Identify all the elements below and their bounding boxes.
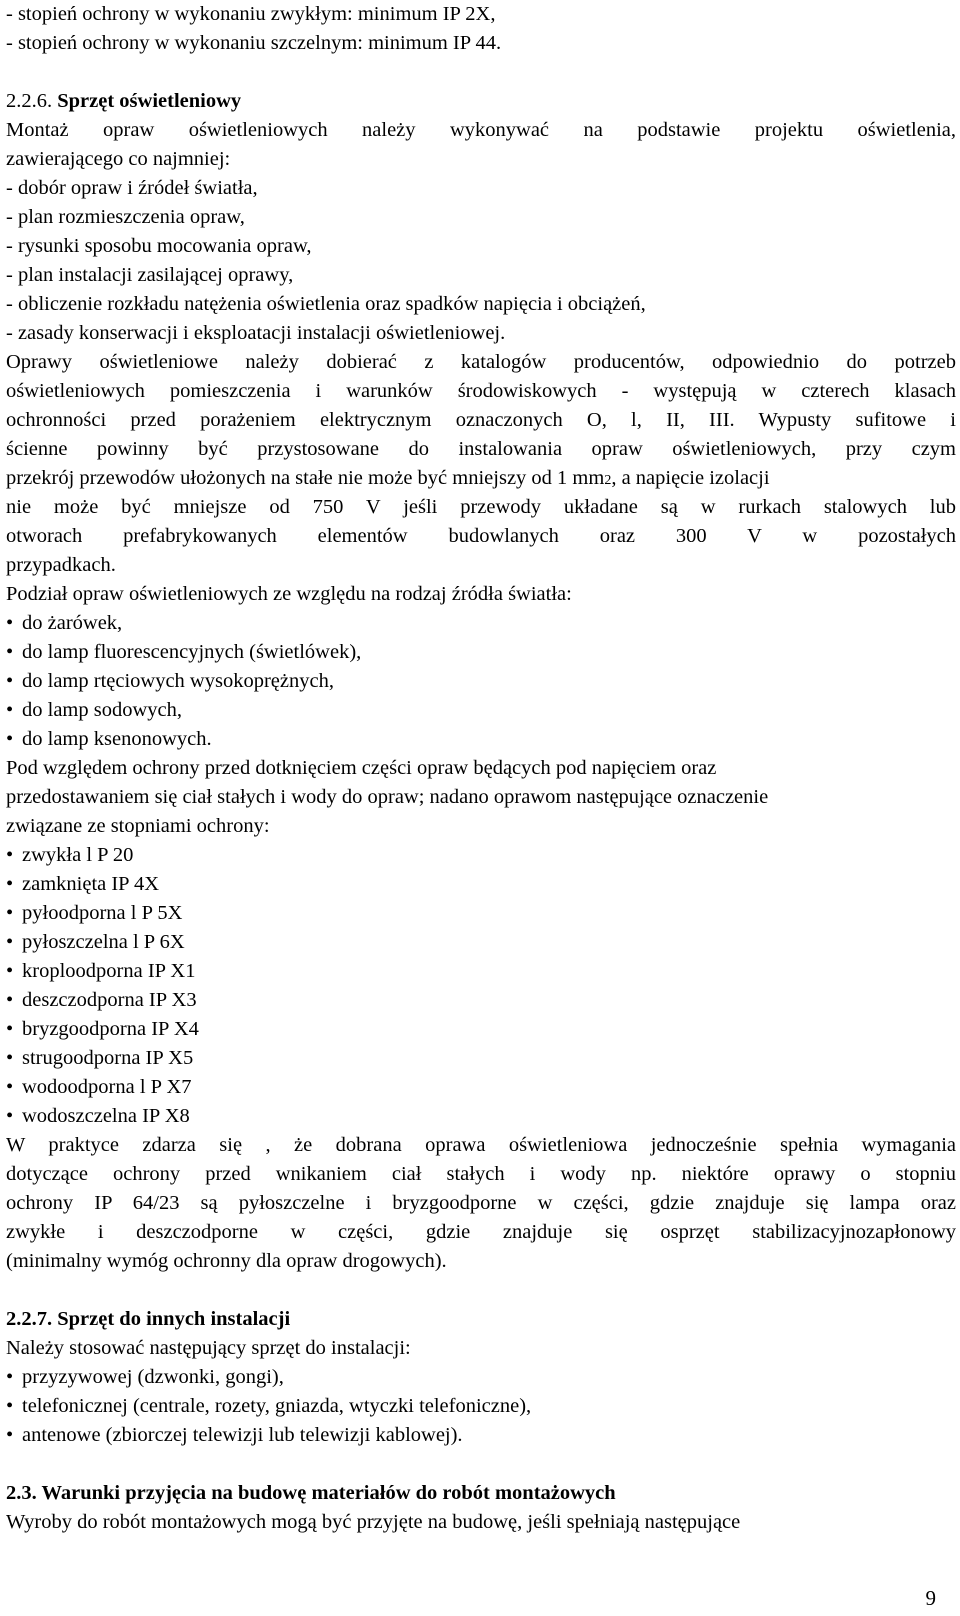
spacer bbox=[6, 1276, 956, 1305]
spacer bbox=[6, 1450, 956, 1479]
para1-line-2: zawierającego co najmniej: bbox=[6, 148, 231, 170]
bullet-icon: • bbox=[6, 1076, 14, 1098]
list-item bbox=[6, 957, 956, 986]
page-number: 9 bbox=[925, 1586, 936, 1610]
section-226-heading bbox=[6, 87, 956, 116]
list-item-text: pyłoodporna l P 5X bbox=[22, 902, 183, 924]
list-item bbox=[6, 1421, 956, 1450]
list-item bbox=[6, 1073, 956, 1102]
bullet-icon: • bbox=[6, 1424, 14, 1446]
para2-line-5 bbox=[6, 464, 956, 493]
bullet-icon: • bbox=[6, 960, 14, 982]
para2-mm-superscript: 2 bbox=[604, 473, 612, 488]
para2-line-3: ochronności przed porażeniem elektrycznym oznaczonych O, l, II, III. Wypusty sufitowe i bbox=[6, 409, 956, 431]
other-equipment-list bbox=[6, 1363, 956, 1450]
spacer bbox=[6, 58, 956, 87]
bullet-icon: • bbox=[6, 670, 14, 692]
para1-line-4: - plan rozmieszczenia opraw, bbox=[6, 206, 245, 228]
bullet-icon: • bbox=[6, 873, 14, 895]
para5-line-5: (minimalny wymóg ochronny dla opraw drogowych). bbox=[6, 1250, 447, 1272]
para5-line-4: zwykłe i deszczodporne w części, gdzie znajduje się osprzęt stabilizacyjnozapłonowy bbox=[6, 1221, 956, 1243]
list-item-text: bryzgoodporna IP X4 bbox=[22, 1018, 199, 1040]
bullet-icon: • bbox=[6, 612, 14, 634]
list-item bbox=[6, 986, 956, 1015]
list-item-text: wodoodporna l P X7 bbox=[22, 1076, 192, 1098]
list-item bbox=[6, 609, 956, 638]
list-item bbox=[6, 841, 956, 870]
list-item-text: telefonicznej (centrale, rozety, gniazda, wtyczki telefoniczne), bbox=[22, 1395, 532, 1417]
list-item bbox=[6, 667, 956, 696]
list-item bbox=[6, 638, 956, 667]
list-item bbox=[6, 870, 956, 899]
bullet-icon: • bbox=[6, 989, 14, 1011]
section-226-heading-text bbox=[6, 90, 241, 112]
bullet-icon: • bbox=[6, 641, 14, 663]
para4-line-2: przedostawaniem się ciał stałych i wody do opraw; nadano oprawom następujące oznaczenie bbox=[6, 786, 769, 808]
intro-line-1: - stopień ochrony w wykonaniu zwykłym: minimum IP 2X, bbox=[6, 3, 496, 25]
bullet-icon: • bbox=[6, 902, 14, 924]
list-item-text: deszczodporna IP X3 bbox=[22, 989, 197, 1011]
section-number: 2.2.6. bbox=[6, 90, 58, 112]
list-item-text: do lamp sodowych, bbox=[22, 699, 182, 721]
list-item bbox=[6, 1044, 956, 1073]
list-item-text: zwykła l P 20 bbox=[22, 844, 134, 866]
bullet-icon: • bbox=[6, 1105, 14, 1127]
list-item bbox=[6, 1015, 956, 1044]
list-item bbox=[6, 696, 956, 725]
list-item bbox=[6, 1363, 956, 1392]
para4-line-1: Pod względem ochrony przed dotknięciem części opraw będących pod napięciem oraz bbox=[6, 757, 717, 779]
list-item-text: pyłoszczelna l P 6X bbox=[22, 931, 185, 953]
para2-mm-text-a: przekrój przewodów ułożonych na stałe nie może być mniejszy od 1 mm bbox=[6, 467, 605, 489]
section-title: Sprzęt oświetleniowy bbox=[57, 90, 242, 112]
bullet-icon: • bbox=[6, 1018, 14, 1040]
bullet-icon: • bbox=[6, 1366, 14, 1388]
para3-intro: Podział opraw oświetleniowych ze względu na rodzaj źródła światła: bbox=[6, 583, 572, 605]
list-item-text: antenowe (zbiorczej telewizji lub telewizji kablowej). bbox=[22, 1424, 463, 1446]
protection-grade-list bbox=[6, 841, 956, 1131]
para1-line-6: - plan instalacji zasilającej oprawy, bbox=[6, 264, 294, 286]
section-227-heading: 2.2.7. Sprzęt do innych instalacji bbox=[6, 1308, 291, 1330]
list-item bbox=[6, 928, 956, 957]
bullet-icon: • bbox=[6, 1047, 14, 1069]
light-source-list bbox=[6, 609, 956, 754]
para5-line-3: ochrony IP 64/23 są pyłoszczelne i bryzgoodporne w części, gdzie znajduje się lampa oraz bbox=[6, 1192, 956, 1214]
section-23-intro: Wyroby do robót montażowych mogą być przyjęte na budowę, jeśli spełniają następujące bbox=[6, 1511, 741, 1533]
list-item-text: do lamp ksenonowych. bbox=[22, 728, 212, 750]
bullet-icon: • bbox=[6, 931, 14, 953]
list-item-text: kroploodporna IP X1 bbox=[22, 960, 196, 982]
bullet-icon: • bbox=[6, 728, 14, 750]
list-item bbox=[6, 725, 956, 754]
list-item-text: do lamp rtęciowych wysokoprężnych, bbox=[22, 670, 334, 692]
list-item-text: do żarówek, bbox=[22, 612, 123, 634]
para2-line-2: oświetleniowych pomieszczenia i warunków środowiskowych - występują w czterech klasach bbox=[6, 380, 956, 402]
para2-line-8: przypadkach. bbox=[6, 554, 116, 576]
para1-line-3: - dobór opraw i źródeł światła, bbox=[6, 177, 258, 199]
list-item-text: do lamp fluorescencyjnych (świetlówek), bbox=[22, 641, 362, 663]
para1-line-8: - zasady konserwacji i eksploatacji instalacji oświetleniowej. bbox=[6, 322, 506, 344]
list-item-text: wodoszczelna IP X8 bbox=[22, 1105, 190, 1127]
para2-line-6: nie może być mniejsze od 750 V jeśli przewody układane są w rurkach stalowych lub bbox=[6, 496, 956, 518]
bullet-icon: • bbox=[6, 1395, 14, 1417]
bullet-icon: • bbox=[6, 844, 14, 866]
para2-mm-text-b: , a napięcie izolacji bbox=[611, 467, 770, 489]
para1-line-5: - rysunki sposobu mocowania opraw, bbox=[6, 235, 312, 257]
para2-line-7: otworach prefabrykowanych elementów budowlanych oraz 300 V w pozostałych bbox=[6, 525, 956, 547]
para2-line-1: Oprawy oświetleniowe należy dobierać z katalogów producentów, odpowiednio do potrzeb bbox=[6, 351, 956, 373]
list-item-text: przyzywowej (dzwonki, gongi), bbox=[22, 1366, 284, 1388]
document-page bbox=[6, 0, 956, 1537]
list-item-text: strugoodporna IP X5 bbox=[22, 1047, 194, 1069]
list-item-text: zamknięta IP 4X bbox=[22, 873, 160, 895]
section-23-heading: 2.3. Warunki przyjęcia na budowę materiałów do robót montażowych bbox=[6, 1482, 616, 1504]
list-item bbox=[6, 899, 956, 928]
para5-line-1: W praktyce zdarza się , że dobrana oprawa oświetleniowa jednocześnie spełnia wymagania bbox=[6, 1134, 956, 1156]
intro-line-2: - stopień ochrony w wykonaniu szczelnym: minimum IP 44. bbox=[6, 32, 502, 54]
para2-line-4: ścienne powinny być przystosowane do instalowania opraw oświetleniowych, przy czym bbox=[6, 438, 956, 460]
bullet-icon: • bbox=[6, 699, 14, 721]
para1-line-7: - obliczenie rozkładu natężenia oświetlenia oraz spadków napięcia i obciążeń, bbox=[6, 293, 646, 315]
para4-line-3: związane ze stopniami ochrony: bbox=[6, 815, 270, 837]
list-item bbox=[6, 1102, 956, 1131]
para1-line-1: Montaż opraw oświetleniowych należy wykonywać na podstawie projektu oświetlenia, bbox=[6, 119, 956, 141]
list-item bbox=[6, 1392, 956, 1421]
para5-line-2: dotyczące ochrony przed wnikaniem ciał stałych i wody np. niektóre oprawy o stopniu bbox=[6, 1163, 956, 1185]
section-227-intro: Należy stosować następujący sprzęt do instalacji: bbox=[6, 1337, 411, 1359]
